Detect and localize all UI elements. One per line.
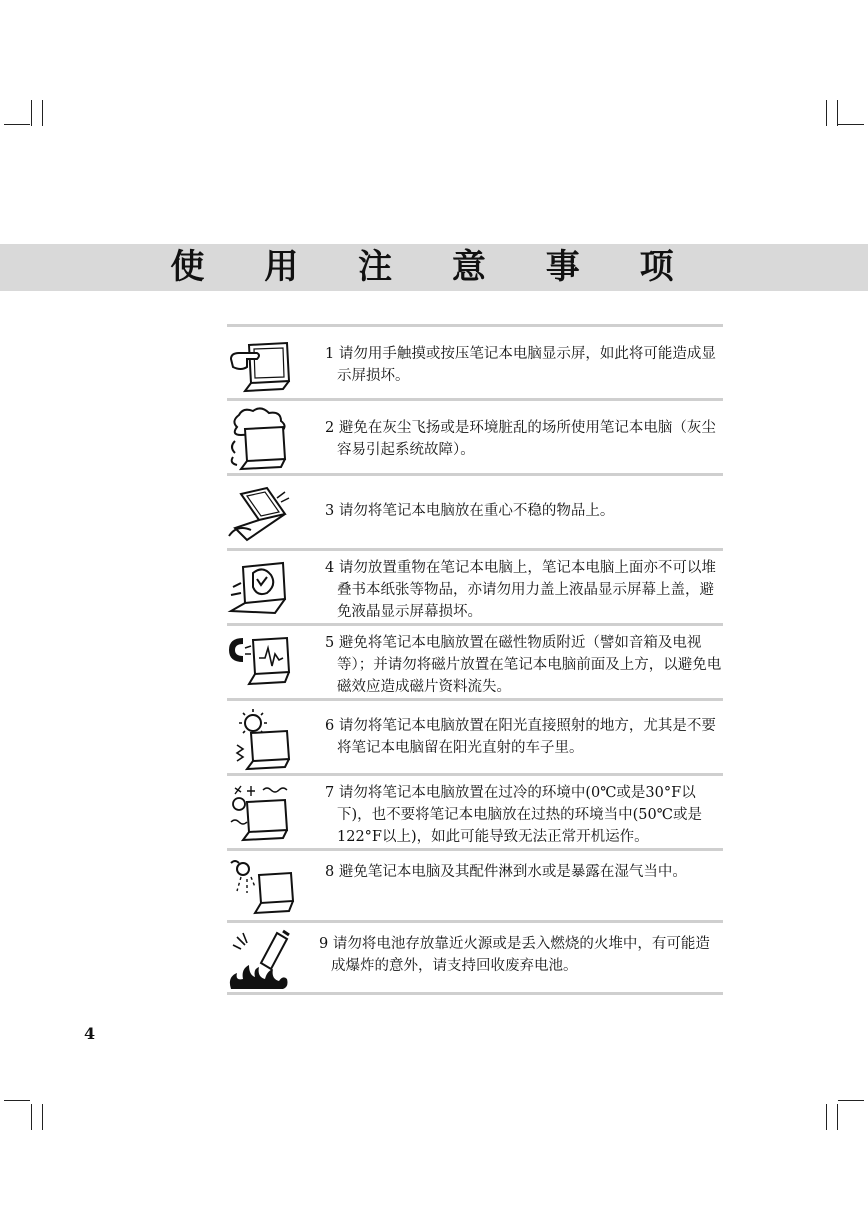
crop-mark [837, 100, 838, 126]
note-text: 6 请勿将笔记本电脑放置在阳光直接照射的地方，尤其是不要将笔记本电脑留在阳光直射的车子里。 [325, 718, 716, 756]
list-item [227, 623, 723, 699]
dust-cloud-laptop-icon [227, 407, 293, 467]
list-item [227, 773, 723, 849]
sun-laptop-icon [227, 707, 293, 767]
crop-mark [42, 1104, 43, 1130]
crop-mark [42, 100, 43, 126]
crop-mark [4, 124, 30, 125]
crop-mark [4, 1100, 30, 1101]
water-laptop-icon [227, 857, 293, 917]
crop-mark [31, 1104, 32, 1130]
note-text: 8 避免笔记本电脑及其配件淋到水或是暴露在湿气当中。 [325, 864, 687, 880]
note-text: 7 请勿将笔记本电脑放置在过冷的环境中(0℃或是30°F以下)，也不要将笔记本电脑放在过热的环境当中(50℃或是122°F以上)，如此可能导致无法正常开机运作。 [325, 785, 702, 845]
note-text: 9 请勿将电池存放靠近火源或是丢入燃烧的火堆中，有可能造成爆炸的意外，请支持回收废弃电池。 [319, 936, 710, 974]
note-text: 4 请勿放置重物在笔记本电脑上，笔记本电脑上面亦不可以堆叠书本纸张等物品，亦请勿用力盖上液晶显示屏幕上盖，避免液晶显示屏幕损坏。 [325, 560, 716, 620]
note-text: 3 请勿将笔记本电脑放在重心不稳的物品上。 [325, 503, 615, 519]
list-item [227, 698, 723, 774]
note-text: 5 避免将笔记本电脑放置在磁性物质附近（譬如音箱及电视等）；并请勿将磁片放置在笔记本电脑前面及上方，以避免电磁效应造成磁片资料流失。 [325, 635, 722, 695]
list-item [227, 324, 723, 399]
unstable-laptop-icon [227, 484, 293, 544]
battery-fire-icon [227, 929, 293, 989]
crop-mark [838, 124, 864, 125]
finger-touch-screen-icon [227, 337, 293, 397]
bottom-rule [227, 992, 723, 995]
crop-mark [31, 100, 32, 126]
list-item [227, 398, 723, 474]
page-title: 使 用 注 意 事 项 [170, 247, 698, 287]
list-item [227, 848, 723, 921]
list-item [227, 548, 723, 624]
crop-mark [826, 100, 827, 126]
crop-mark [826, 1104, 827, 1130]
note-text: 1 请勿用手触摸或按压笔记本电脑显示屏，如此将可能造成显示屏损坏。 [325, 346, 716, 384]
page-number: 4 [84, 1024, 96, 1043]
magnet-laptop-icon [227, 634, 293, 694]
heavy-object-laptop-icon [227, 559, 293, 619]
crop-mark [838, 1100, 864, 1101]
crop-mark [837, 1104, 838, 1130]
note-text: 2 避免在灰尘飞扬或是环境脏乱的场所使用笔记本电脑（灰尘容易引起系统故障）。 [325, 420, 716, 458]
temperature-laptop-icon [227, 782, 293, 842]
list-item [227, 473, 723, 549]
list-item [227, 920, 723, 995]
